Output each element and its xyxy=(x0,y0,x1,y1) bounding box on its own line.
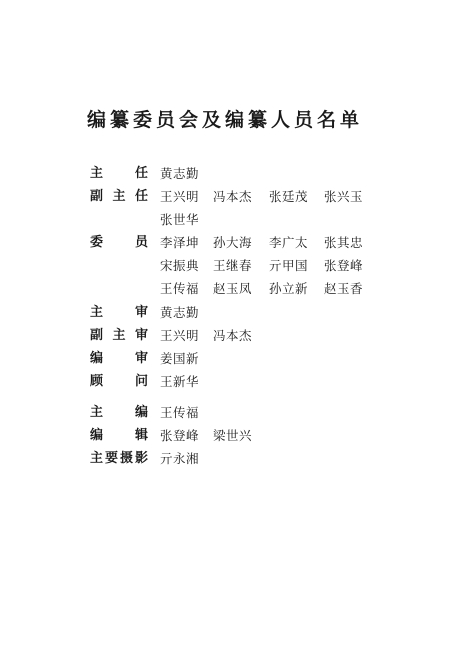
person-name: 梁世兴 xyxy=(213,428,253,443)
person-name: 王继春 xyxy=(213,258,253,273)
person-name: 张廷茂 xyxy=(269,189,309,204)
role-label: 编 审 xyxy=(90,351,148,366)
person-name: 张世华 xyxy=(160,212,200,227)
person-name: 冯本杰 xyxy=(213,189,253,204)
person-name: 冯本杰 xyxy=(213,328,253,343)
person-name: 赵玉凤 xyxy=(213,281,253,296)
person-name: 黄志勤 xyxy=(160,305,200,320)
person-name: 赵玉香 xyxy=(324,281,364,296)
person-name: 亓甲国 xyxy=(269,258,309,273)
person-name: 李广太 xyxy=(269,235,309,250)
person-name: 亓永湘 xyxy=(160,451,200,466)
person-name: 姜国新 xyxy=(160,351,200,366)
role-label: 委 员 xyxy=(90,235,148,250)
role-label: 顾 问 xyxy=(90,374,148,389)
person-name: 王兴明 xyxy=(160,189,200,204)
role-label: 副 主 任 xyxy=(90,189,148,204)
person-name: 孙大海 xyxy=(213,235,253,250)
role-label: 编 辑 xyxy=(90,428,148,443)
person-name: 王传福 xyxy=(160,405,200,420)
person-name: 李泽坤 xyxy=(160,235,200,250)
person-name: 王新华 xyxy=(160,374,200,389)
person-name: 黄志勤 xyxy=(160,166,200,181)
role-label: 主 审 xyxy=(90,305,148,320)
person-name: 张其忠 xyxy=(324,235,364,250)
role-label: 主 编 xyxy=(90,405,148,420)
person-name: 张登峰 xyxy=(324,258,364,273)
person-name: 孙立新 xyxy=(269,281,309,296)
person-name: 王传福 xyxy=(160,281,200,296)
role-label: 主 任 xyxy=(90,166,148,181)
page-title: 编纂委员会及编纂人员名单 xyxy=(86,109,363,131)
person-name: 张登峰 xyxy=(160,428,200,443)
role-label: 副 主 审 xyxy=(90,328,148,343)
person-name: 王兴明 xyxy=(160,328,200,343)
role-label: 主 要 摄 影 xyxy=(90,451,148,466)
person-name: 张兴玉 xyxy=(324,189,364,204)
person-name: 宋振典 xyxy=(160,258,200,273)
